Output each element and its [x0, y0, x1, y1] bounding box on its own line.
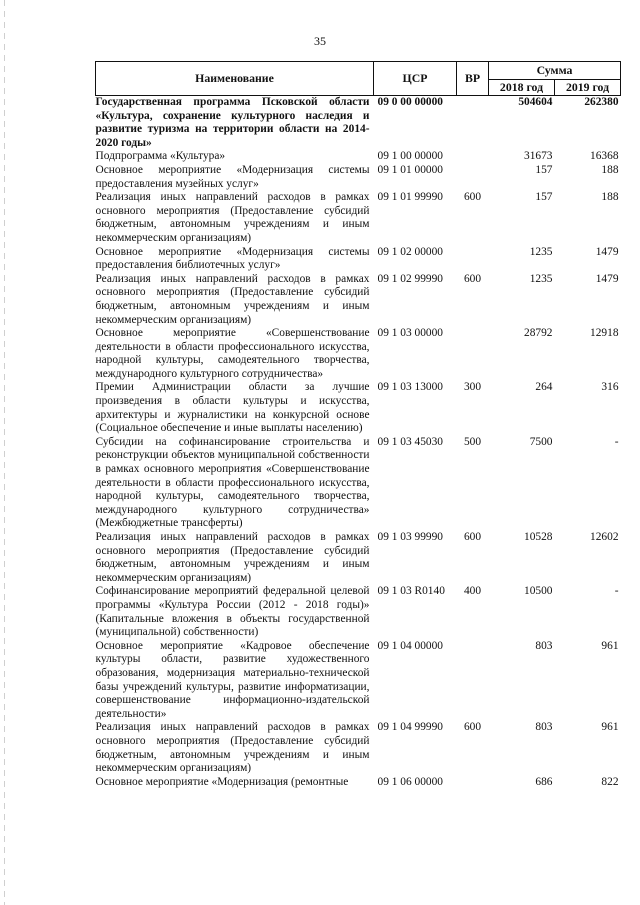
row-csr: 09 1 03 13000: [377, 381, 443, 394]
row-name: Софинансирование мероприятий федеральной целевой программы «Культура России (2012 - 2018 годы)» (Капитальные вложения в объекты государственной (муниципальной) собственности): [95, 585, 370, 639]
row-csr: 09 1 03 00000: [377, 327, 443, 340]
row-csr: 09 1 03 99990: [377, 531, 443, 543]
row-vr: [457, 150, 489, 164]
scan-edge: [4, 0, 5, 905]
table-row: [96, 585, 621, 639]
table-header: [96, 62, 621, 96]
row-csr: 09 1 06 00000: [377, 775, 443, 788]
row-amount-2018: 10500: [524, 585, 553, 598]
row-amount-2019: -: [614, 585, 619, 598]
row-vr: 300: [463, 381, 482, 394]
table-row: [96, 640, 621, 722]
row-amount-2019: 822: [601, 775, 619, 788]
header-name: Наименование: [96, 62, 374, 96]
row-amount-2019: 188: [601, 191, 619, 204]
row-amount-2018: 7500: [529, 435, 553, 448]
page-number: 35: [314, 34, 326, 48]
row-amount-2018: 686: [535, 775, 553, 788]
row-name: Реализация иных направлений расходов в рамках основного мероприятия (Предоставление субсидий бюджетным, автономным учреждениям и иным некоммерческим организациям): [95, 191, 370, 244]
row-vr: 600: [463, 721, 482, 734]
table-row: [96, 273, 621, 327]
row-amount-2018: 28792: [524, 327, 553, 340]
table-row: [96, 776, 621, 790]
row-amount-2019: 16368: [590, 150, 619, 163]
row-csr: 09 1 04 00000: [377, 639, 443, 652]
table-row: [96, 246, 621, 273]
row-amount-2019: 12602: [590, 531, 619, 543]
row-vr: [457, 96, 489, 151]
row-amount-2019: 12918: [590, 327, 619, 340]
row-vr: 600: [463, 191, 482, 204]
budget-table: [95, 61, 621, 789]
row-csr: 09 1 04 99990: [377, 721, 443, 734]
row-name: Основное мероприятие «Кадровое обеспечение культуры области, развитие художественного образования, модернизация материально-технической базы учреждений культуры, развитие информатизации, совершенствование информационно-издательской деятельности»: [95, 639, 370, 720]
table-body: [96, 96, 621, 790]
row-name: Премии Администрации области за лучшие произведения в области культуры и искусства, архитектуры и журналистики на конкурсной основе (Социальное обеспечение и иные выплаты населению): [95, 381, 370, 435]
row-name: Реализация иных направлений расходов в рамках основного мероприятия (Предоставление субсидий бюджетным, автономным учреждениям и иным некоммерческим организациям): [95, 721, 370, 775]
row-name: Подпрограмма «Культура»: [95, 150, 226, 163]
row-csr: 09 1 02 00000: [377, 245, 443, 258]
table-row: [96, 381, 621, 435]
row-name: Основное мероприятие «Модернизация системы предоставления музейных услуг»: [95, 163, 370, 190]
table-row: [96, 531, 621, 585]
row-amount-2018: 1235: [529, 245, 553, 258]
table-row: [96, 436, 621, 531]
row-csr: 09 1 00 00000: [377, 150, 443, 163]
header-vr: ВР: [457, 62, 489, 96]
row-name: Реализация иных направлений расходов в рамках основного мероприятия (Предоставление субсидий бюджетным, автономным учреждениям и иным некоммерческим организациям): [95, 272, 370, 326]
table-row: [96, 150, 621, 164]
row-vr: [457, 640, 489, 722]
row-vr: 600: [463, 272, 482, 285]
row-csr: 09 1 01 00000: [377, 163, 443, 176]
header-csr: ЦСР: [374, 62, 457, 96]
table-row: [96, 721, 621, 775]
row-name: Основное мероприятие «Модернизация (ремонтные: [95, 775, 349, 788]
row-vr: [457, 164, 489, 191]
row-amount-2018: 10528: [524, 531, 553, 543]
row-amount-2018: 803: [535, 639, 553, 652]
table-row: [96, 327, 621, 381]
row-name: Реализация иных направлений расходов в рамках основного мероприятия (Предоставление субсидий бюджетным, автономным учреждениям и иным некоммерческим организациям): [95, 531, 370, 584]
row-amount-2018: 264: [535, 381, 553, 394]
row-csr: 09 1 03 45030: [377, 435, 443, 448]
row-amount-2018: 1235: [529, 272, 553, 285]
row-vr: 500: [463, 435, 482, 448]
row-amount-2018: 803: [535, 721, 553, 734]
row-csr: 09 1 01 99990: [377, 191, 443, 204]
row-amount-2019: -: [614, 435, 619, 448]
row-amount-2019: 262380: [584, 96, 619, 108]
row-amount-2019: 961: [601, 639, 619, 652]
row-vr: [457, 246, 489, 273]
row-amount-2019: 316: [601, 381, 619, 394]
row-vr: 400: [463, 585, 482, 598]
row-name: Основное мероприятие «Модернизация системы предоставления библиотечных услуг»: [95, 245, 370, 272]
row-vr: [457, 327, 489, 381]
row-amount-2019: 188: [601, 163, 619, 176]
row-amount-2019: 1479: [595, 272, 619, 285]
row-amount-2018: 504604: [518, 96, 553, 108]
table-row: [96, 164, 621, 191]
row-csr: 09 1 02 99990: [377, 272, 443, 285]
row-csr: 09 1 03 R0140: [377, 585, 445, 598]
table-row: [96, 191, 621, 245]
header-year-2019: 2019 год: [555, 80, 621, 96]
row-amount-2018: 31673: [524, 150, 553, 163]
row-csr: 09 0 00 00000: [377, 96, 443, 108]
row-amount-2019: 1479: [595, 245, 619, 258]
row-amount-2018: 157: [535, 163, 553, 176]
row-amount-2018: 157: [535, 191, 553, 204]
header-year-2018: 2018 год: [489, 80, 555, 96]
row-name: Основное мероприятие «Совершенствование деятельности в области профессионального искусства, народной культуры, самодеятельного творчества, международного культурного сотрудничества»: [95, 327, 370, 380]
row-name: Субсидии на софинансирование строительства и реконструкции объектов муниципальной собственности в рамках основного мероприятия «Совершенствование деятельности в области профессионального искусства, народной культуры, самодеятельного творчества, международного культурного сотрудничества» (Межбюджетные трансферты): [95, 435, 370, 530]
header-sum: Сумма: [489, 62, 621, 80]
table-row: [96, 96, 621, 151]
row-vr: 600: [463, 531, 482, 543]
row-amount-2019: 961: [601, 721, 619, 734]
row-name: Государственная программа Псковской области «Культура, сохранение культурного наследия и развитие туризма на территории области на 2014-2020 годы»: [95, 96, 370, 149]
row-vr: [457, 776, 489, 790]
